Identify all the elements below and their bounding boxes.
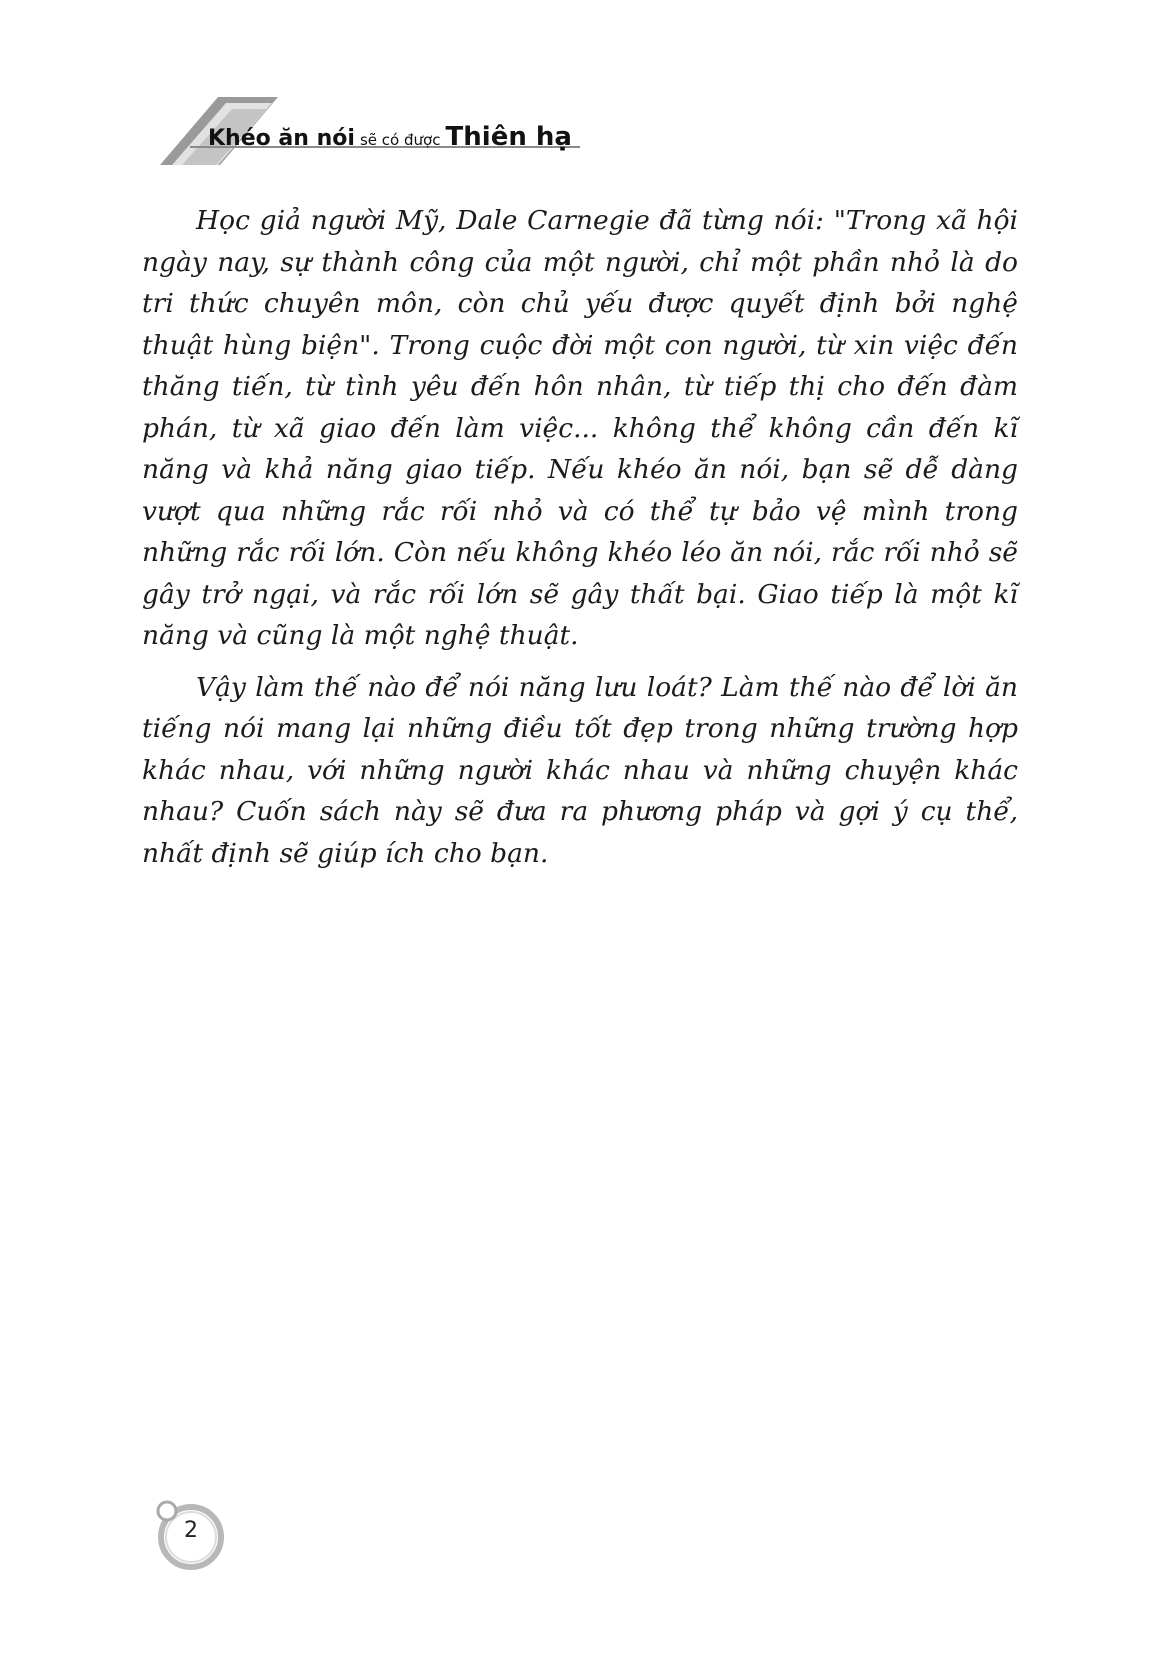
header-title: [208, 122, 572, 152]
running-header: [160, 95, 620, 180]
page-number: 2: [184, 1518, 198, 1543]
paragraph-2: Vậy làm thế nào để nói năng lưu loát? Làm thế nào để lời ăn tiếng nói mang lại những điều tốt đẹp trong những trường hợp khác nhau, với những người khác nhau và những chuyện khác nhau? Cuốn sách này sẽ đưa ra phương pháp và gợi ý cụ thể, nhất định sẽ giúp ích cho bạn.: [142, 671, 1018, 869]
page-number-badge: [153, 1497, 229, 1573]
paragraph-1: Học giả người Mỹ, Dale Carnegie đã từng nói: "Trong xã hội ngày nay, sự thành công của một người, chỉ một phần nhỏ là do tri thức chuyên môn, còn chủ yếu được quyết định bởi nghệ thuật hùng biện". Trong cuộc đời một con người, từ xin việc đến thăng tiến, từ tình yêu đến hôn nhân, từ tiếp thị cho đến đàm phán, từ xã giao đến làm việc... không thể không cần đến kĩ năng và khả năng giao tiếp. Nếu khéo ăn nói, bạn sẽ dễ dàng vượt qua những rắc rối nhỏ và có thể tự bảo vệ mình trong những rắc rối lớn. Còn nếu không khéo léo ăn nói, rắc rối nhỏ sẽ gây trở ngại, và rắc rối lớn sẽ gây thất bại. Giao tiếp là một kĩ năng và cũng là một nghệ thuật.: [142, 205, 1018, 651]
header-title-part1: Khéo ăn nói: [208, 126, 355, 151]
header-title-part3: Thiên hạ: [445, 122, 572, 152]
body-text: [142, 200, 1018, 884]
header-title-part2: sẽ có được: [359, 131, 441, 149]
